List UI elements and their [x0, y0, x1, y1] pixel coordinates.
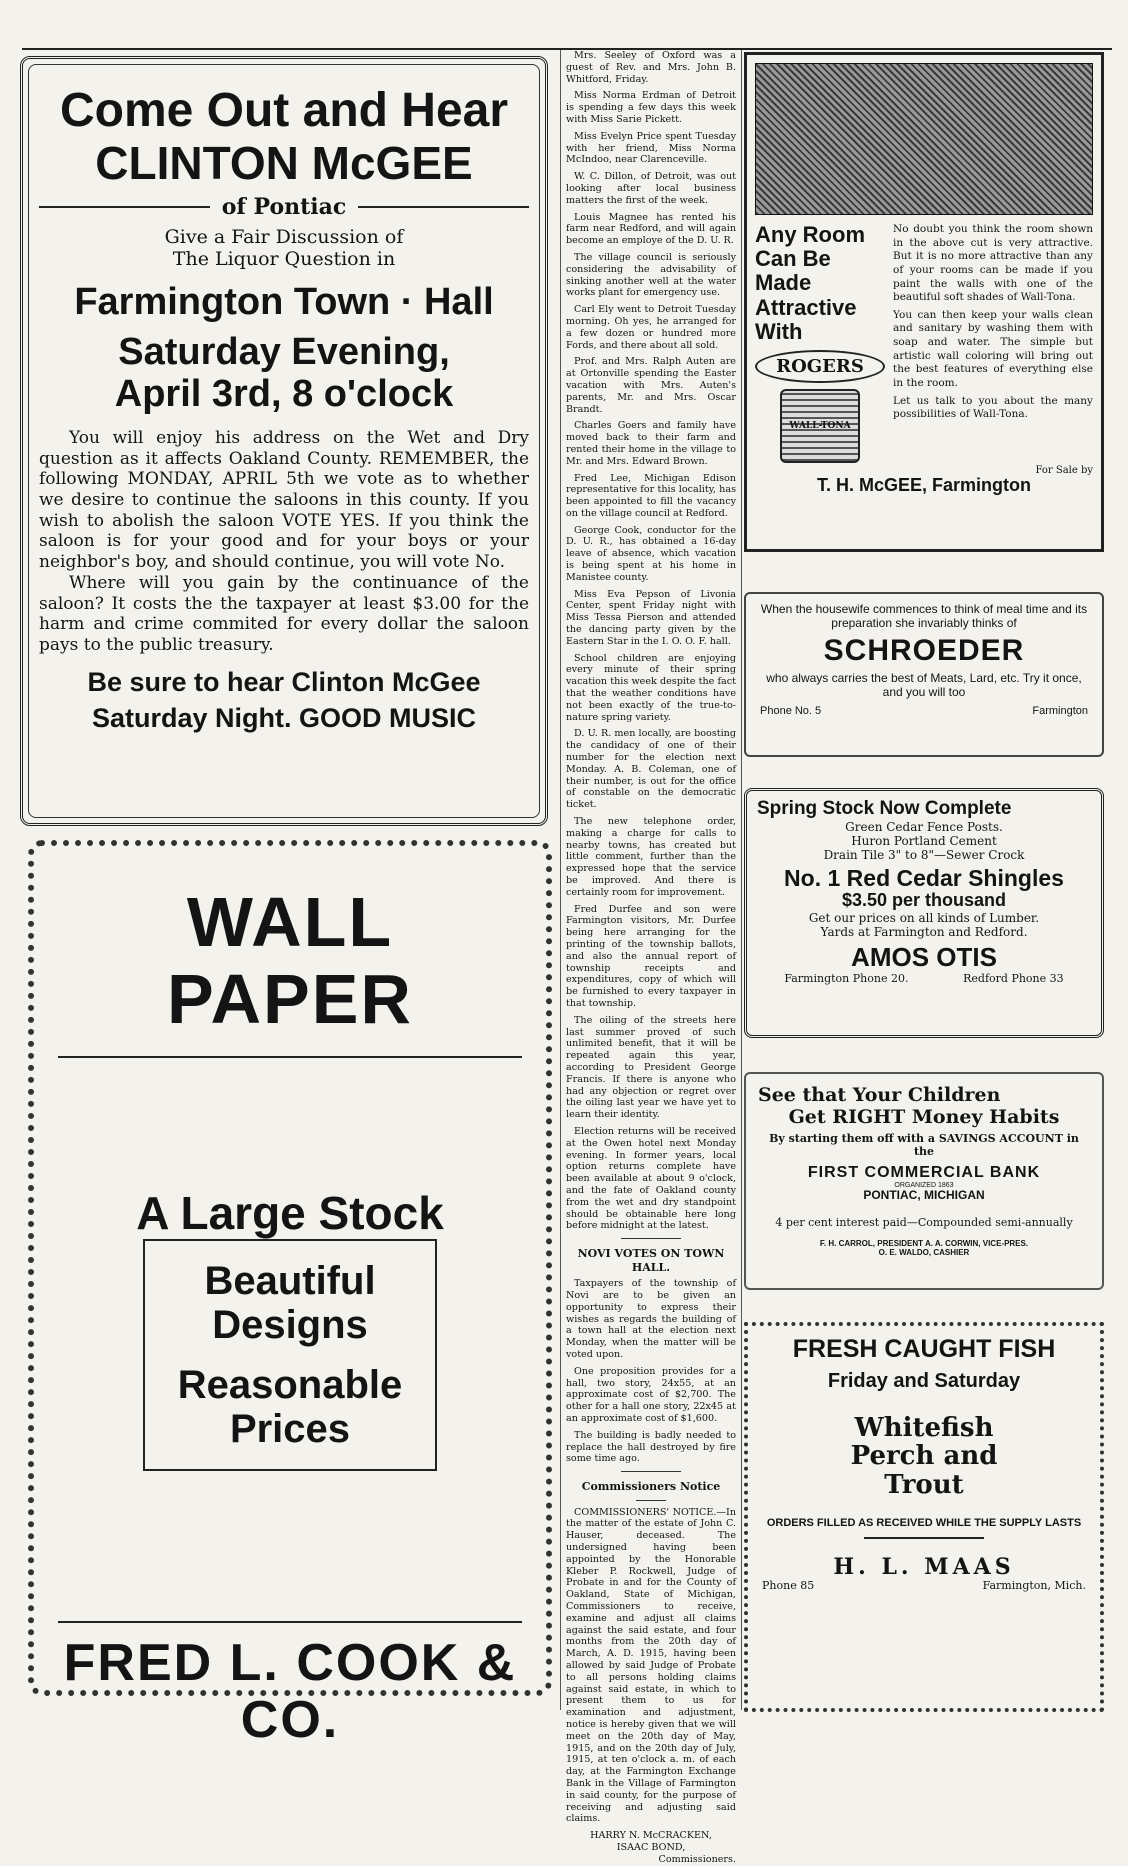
news-item: Miss Norma Erdman of Detroit is spending a few days this week with Miss Sarie Pickett.: [566, 90, 736, 125]
bank-line-2: Get RIGHT Money Habits: [788, 1106, 1060, 1128]
schroeder-ad: [744, 592, 1104, 757]
rogers-forsale: For Sale by: [1035, 464, 1093, 476]
wallpaper-firm: FRED L. COOK & CO.: [63, 1633, 517, 1749]
mcgee-para2: Where will you gain by the continuance of the saloon? It costs the the taxpayer at least $3.00 for the harm and crime commited for every dollar the saloon pays to the public treasury.: [39, 572, 529, 656]
fish-orders: ORDERS FILLED AS RECEIVED WHILE THE SUPPLY LASTS: [766, 1517, 1082, 1530]
novi-item: One proposition provides for a hall, two story, 24x55, at an approximate cost of $2,700. The other for a hall one story, 22x45 at an approximate cost of $1,600.: [566, 1365, 736, 1424]
news-item: Election returns will be received at the Owen hotel next Monday evening. In former years, local option returns complete have been available at about 9 o'clock, and the fate of Oakland county from the wet and dry standpoint should be obtainable here long before midnight at the latest.: [566, 1125, 736, 1232]
commissioners-signature-1: HARRY N. McCRACKEN,: [590, 1830, 712, 1842]
fish-days: Friday and Saturday: [827, 1369, 1021, 1392]
news-item: Miss Evelyn Price spent Tuesday with her friend, Miss Norma McIndoo, near Clarenceville.: [566, 130, 736, 166]
otis-item-3: Drain Tile 3" to 8"—Sewer Crock: [823, 847, 1025, 862]
room-illustration: [755, 63, 1093, 215]
bank-city: PONTIAC, MICHIGAN: [863, 1187, 985, 1202]
news-item: W. C. Dillon, of Detroit, was out looking after local business matters the first of the week.: [566, 171, 736, 206]
wallpaper-feature-1: Beautiful: [204, 1258, 376, 1303]
mcgee-speaker: CLINTON McGEE: [95, 136, 473, 189]
otis-phone-redford: Redford Phone 33: [963, 971, 1064, 985]
otis-shingles: No. 1 Red Cedar Shingles: [784, 864, 1064, 891]
wallpaper-feature-2: Designs: [212, 1302, 368, 1347]
schroeder-name: SCHROEDER: [823, 634, 1025, 667]
news-item: Charles Goers and family have moved back to their farm and rented their home in the village to Mr. and Mrs. Edward Brown.: [566, 420, 736, 467]
rogers-dealer: T. H. McGEE, Farmington: [816, 474, 1031, 495]
bank-officers-1: F. H. CARROL, PRESIDENT A. A. CORWIN, VICE-PRES.: [819, 1238, 1029, 1248]
news-item: Fred Durfee and son were Farmington visitors, Mr. Durfee being here arranging for the printing of the township ballots, and also the annual report of township receipts and expenditures, copy of which will be furnished to every taxpayer in that township.: [566, 903, 736, 1009]
bank-line-3: By starting them off with a SAVINGS ACCOUNT in the: [769, 1132, 1079, 1158]
otis-title: Spring Stock Now Complete: [757, 798, 1012, 819]
mcgee-para1: You will enjoy his address on the Wet and Dry question as it affects Oakland County. REMEMBER, the following MONDAY, APRIL 5th we vote as to whether we desire to continue the saloons in this county. If you wish to abolish the saloon VOTE YES. If you think the saloon is for your good and for your boys or your neighbor's boy, and should continue, you will vote No.: [39, 427, 529, 573]
mcgee-origin: of Pontiac: [221, 194, 347, 221]
fish-item-1: Whitefish: [854, 1412, 994, 1443]
schroeder-town: Farmington: [1032, 705, 1088, 717]
commissioners-signature-2: ISAAC BOND,: [616, 1841, 686, 1853]
mcgee-line10: Saturday Night. GOOD MUSIC: [91, 702, 477, 733]
news-item: The new telephone order, making a charge for calls to nearby towns, has created but little comment, further than the expressed hope that the service be improved. And there is certainly room for improvement.: [566, 816, 736, 898]
rogers-copy-2: You can then keep your walls clean and sanitary by washing them with soap and water. The simple but artistic wall coloring will bring out the best features of everything else in the room.: [893, 308, 1093, 390]
bank-officers-2: O. E. WALDO, CASHIER: [878, 1247, 970, 1257]
wallpaper-stock: A Large Stock: [136, 1187, 444, 1239]
wallpaper-feature-3: Reasonable: [177, 1362, 403, 1407]
news-item: School children are enjoying every minute of their spring vacation this week despite the fact that the weather conditions have not been exactly of the true-to-nature spring variety.: [566, 652, 736, 723]
news-item: Miss Eva Pepson of Livonia Center, spent Friday night with Miss Tessa Pierson and attended the dancing party given by the Eastern Star in the I. O. O. F. hall.: [566, 588, 736, 647]
novi-item: Taxpayers of the township of Novi are to be given an opportunity to express their wishes as regards the building of a town hall at the election next Monday, when the matter will be voted upon.: [566, 1278, 736, 1360]
schroeder-copy: who always carries the best of Meats, Lard, etc. Try it once, and you will too: [766, 671, 1082, 699]
fish-town: Farmington, Mich.: [982, 1579, 1086, 1593]
wallpaper-feature-box: [143, 1239, 437, 1471]
mcgee-line9: Be sure to hear Clinton McGee: [87, 666, 481, 697]
rogers-copy-1: No doubt you think the room shown in the above cut is very attractive. But it is no more attractive than any of your rooms can be made if you paint the walls with one of the beautiful soft shades of Wall-Tona.: [893, 223, 1093, 304]
news-items: [566, 50, 736, 1232]
otis-ad: [744, 788, 1104, 1038]
fish-dealer: H. L. MAAS: [833, 1554, 1015, 1581]
otis-item-2: Huron Portland Cement: [851, 833, 997, 848]
mcgee-date: April 3rd, 8 o'clock: [114, 372, 454, 415]
news-item: The village council is seriously considering the advisability of sinking another well at the water works plant for emergency use.: [566, 251, 736, 299]
otis-line-2: Yards at Farmington and Redford.: [820, 924, 1028, 939]
news-item: Fred Lee, Michigan Edison representative for this locality, has been appointed to fill the vacancy on the village council at Redford.: [566, 472, 736, 519]
fish-item-3: Trout: [884, 1469, 964, 1500]
news-item: Mrs. Seeley of Oxford was a guest of Rev. and Mrs. John B. Whitford, Friday.: [566, 50, 736, 85]
paint-can-icon: WALL-TONA: [780, 389, 860, 463]
mcgee-line5: The Liquor Question in: [172, 248, 396, 271]
schroeder-intro: When the housewife commences to think of meal time and its preparation she invariably thinks of: [760, 602, 1088, 630]
otis-price: $3.50 per thousand: [841, 890, 1007, 911]
commissioners-signature-3: Commissioners.: [658, 1853, 736, 1865]
bank-line-1: See that Your Children: [758, 1084, 1001, 1106]
bank-name: FIRST COMMERCIAL BANK: [807, 1164, 1041, 1181]
bank-interest: 4 per cent interest paid—Compounded semi-annually: [775, 1215, 1073, 1229]
otis-phone-farmington: Farmington Phone 20.: [784, 971, 909, 985]
news-item: The oiling of the streets here last summer proved of such unlimited benefit, that it will be repeated again this year, according to President George Francis. If there is anyone who had any objection or regret over the oiling last year we have yet to learn their identity.: [566, 1014, 736, 1121]
novi-items: [566, 1278, 736, 1465]
rogers-ad: [744, 52, 1104, 552]
fish-ad: [744, 1322, 1104, 1712]
bank-ad: [744, 1072, 1104, 1290]
otis-item-1: Green Cedar Fence Posts.: [845, 819, 1003, 834]
mcgee-line1: Come Out and Hear: [59, 84, 509, 137]
fish-phone: Phone 85: [762, 1579, 815, 1593]
mcgee-line4: Give a Fair Discussion of: [164, 226, 404, 249]
otis-line-1: Get our prices on all kinds of Lumber.: [808, 910, 1040, 925]
mcgee-venue: Farmington Town · Hall: [74, 281, 494, 324]
wallpaper-feature-4: Prices: [229, 1406, 351, 1451]
wallpaper-title: WALL PAPER: [167, 883, 413, 1038]
news-item: George Cook, conductor for the D. U. R., has obtained a 16-day leave of absence, which vacation is being spent at his home in Manistee county.: [566, 524, 736, 583]
otis-name: AMOS OTIS: [851, 941, 997, 972]
news-item: Carl Ely went to Detroit Tuesday morning. Oh yes, he arranged for a few dozen or hundred more Fords, and there about all sold.: [566, 304, 736, 351]
wallpaper-ad: [28, 840, 552, 1749]
mcgee-day: Saturday Evening,: [118, 331, 450, 374]
novi-heading: NOVI VOTES ON TOWN HALL.: [577, 1247, 725, 1274]
rogers-brand-logo: ROGERS: [755, 350, 885, 383]
rogers-headline: Any Room Can Be Made Attractive With: [755, 222, 865, 344]
news-item: Louis Magnee has rented his farm near Redford, and will again become an employe of the D. U. R.: [566, 211, 736, 247]
mcgee-ad: [20, 56, 548, 826]
rogers-copy-3: Let us talk to you about the many possibilities of Wall-Tona.: [893, 394, 1093, 421]
news-item: D. U. R. men locally, are boosting the candidacy of one of their number for the election next Monday. A. B. Coleman, one of their number, is out for the office of constable on the democratic ticket.: [566, 728, 736, 811]
commissioners-heading: Commissioners Notice: [581, 1480, 721, 1494]
fish-title: FRESH CAUGHT FISH: [792, 1335, 1056, 1363]
fish-item-2: Perch and: [850, 1441, 998, 1472]
news-column: [560, 50, 742, 1865]
schroeder-phone: Phone No. 5: [760, 705, 822, 717]
bank-organized: ORGANIZED 1863: [894, 1181, 954, 1189]
novi-item: The building is badly needed to replace the hall destroyed by fire some time ago.: [566, 1429, 736, 1465]
commissioners-text: COMMISSIONERS' NOTICE.—In the matter of the estate of John C. Hauser, deceased. The undersigned having been appointed by the Honorable Kleber P. Rockwell, Judge of Probate in and for the County of Oakland, State of Michigan, Commissioners to receive, examine and adjust all claims against the said estate, and four months from the 20th day of March, A. D. 1915, having been allowed by said Judge of Probate to all persons holding claims against said estate, in which to present them to us for examination and adjustment, notice is hereby given that we will meet on the 20th day of May, 1915, and on the 20th day of July, 1915, at ten o'clock a. m. of each day, at the Farmington Exchange Bank in the Village of Farmington in said county, for the purpose of receiving and adjusting said claims.: [566, 1506, 736, 1825]
news-item: Prof. and Mrs. Ralph Auten are at Ortonville spending the Easter vacation with Mrs. Auten's parents, Mr. and Mrs. Oscar Brandt.: [566, 356, 736, 415]
